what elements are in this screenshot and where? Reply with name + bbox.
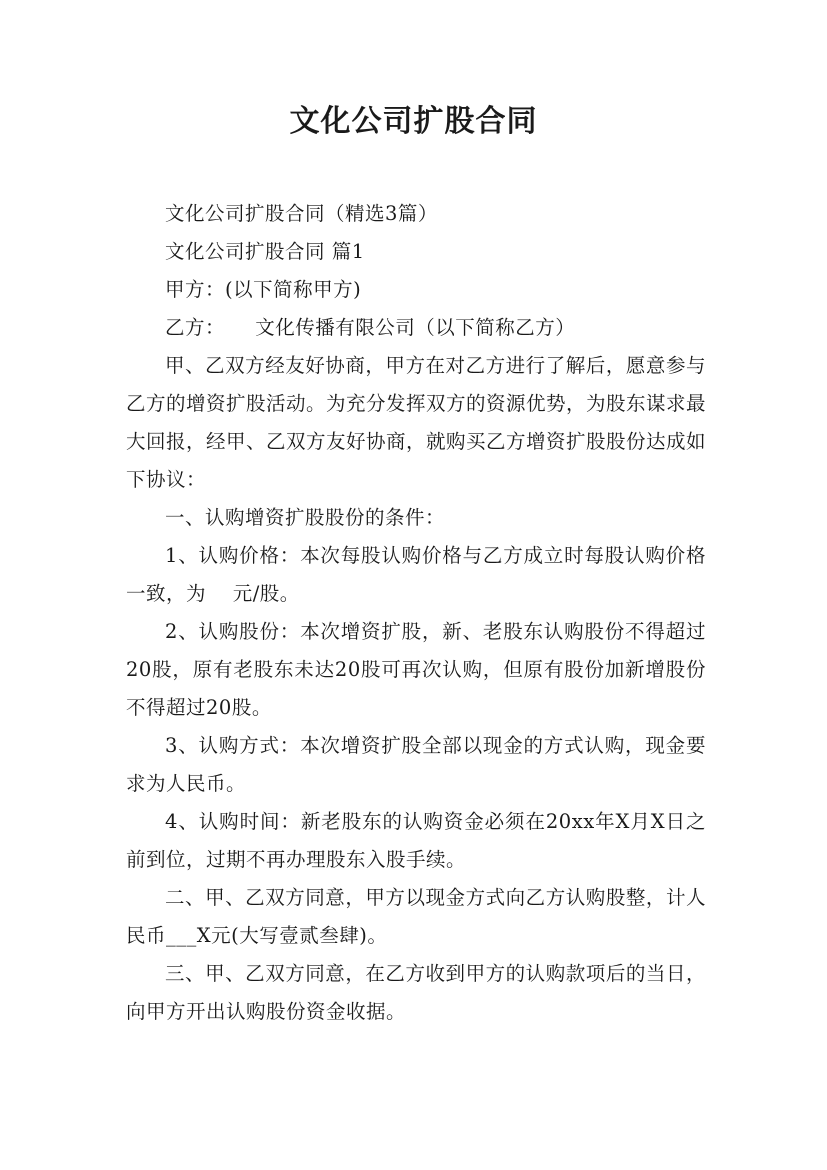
- paragraph-clause-1: 一、认购增资扩股股份的条件：: [165, 506, 446, 529]
- paragraph-clause-3: 三、甲、乙双方同意，在乙方收到甲方的认购款项后的当日，向甲方开出认购股份资金收据。: [126, 962, 706, 1023]
- paragraph-section-title: 文化公司扩股合同 篇1: [165, 240, 365, 263]
- document-title: 文化公司扩股合同: [289, 104, 538, 139]
- paragraph-party-a: 甲方：(以下简称甲方): [165, 278, 362, 301]
- paragraph-party-b: 乙方： 文化传播有限公司（以下简称乙方）: [165, 316, 576, 339]
- paragraph-heading: 文化公司扩股合同（精选3篇）: [165, 202, 438, 225]
- paragraph-clause-2: 二、甲、乙双方同意，甲方以现金方式向乙方认购股整，计人民币___X元(大写壹贰叁肆)。: [126, 886, 706, 947]
- paragraph-clause-1-2: 2、认购股份：本次增资扩股，新、老股东认购股份不得超过20股，原有老股东未达20股可再次认购，但原有股份加新增股份不得超过20股。: [126, 620, 706, 719]
- paragraph-clause-1-3: 3、认购方式：本次增资扩股全部以现金的方式认购，现金要求为人民币。: [126, 734, 706, 795]
- paragraph-clause-1-4: 4、认购时间：新老股东的认购资金必须在20xx年X月X日之前到位，过期不再办理股东入股手续。: [126, 810, 706, 871]
- paragraph-clause-1-1: 1、认购价格：本次每股认购价格与乙方成立时每股认购价格一致，为 元/股。: [126, 544, 706, 605]
- paragraph-preamble: 甲、乙双方经友好协商，甲方在对乙方进行了解后，愿意参与乙方的增资扩股活动。为充分发挥双方的资源优势，为股东谋求最大回报，经甲、乙双方友好协商，就购买乙方增资扩股股份达成如下协议：: [126, 354, 707, 491]
- document-body: [126, 195, 706, 1031]
